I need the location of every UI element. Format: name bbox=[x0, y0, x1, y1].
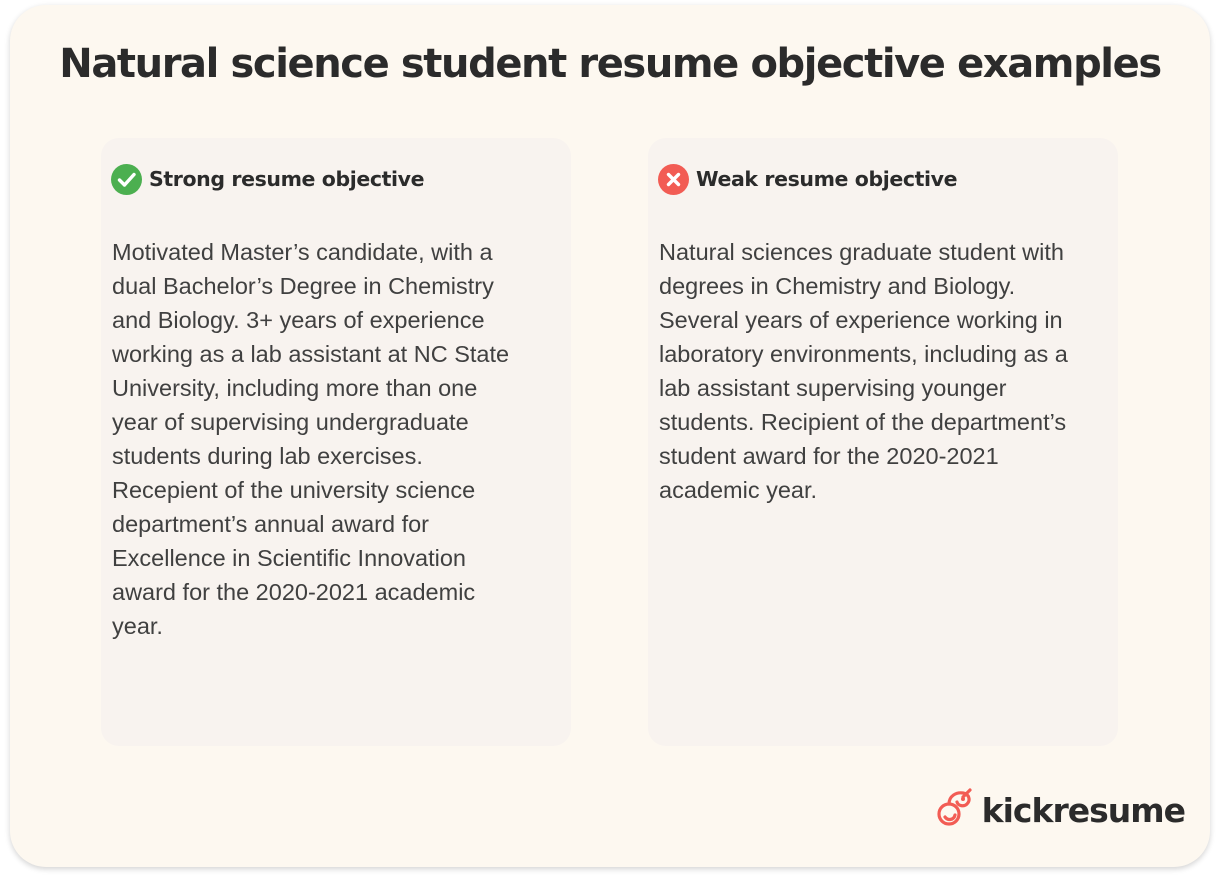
text-line: University, including more than one bbox=[112, 375, 478, 401]
strong-objective-header bbox=[111, 163, 424, 195]
text-line: students during lab exercises. bbox=[112, 443, 423, 469]
weak-objective-card bbox=[648, 138, 1118, 746]
text-line: working as a lab assistant at NC State bbox=[112, 341, 510, 367]
text-line: lab assistant supervising younger bbox=[659, 375, 1007, 401]
weak-objective-heading: Weak resume objective bbox=[696, 167, 958, 191]
text-line: degrees in Chemistry and Biology. bbox=[659, 273, 1016, 299]
text-line: dual Bachelor’s Degree in Chemistry bbox=[112, 273, 494, 299]
weak-objective-header bbox=[658, 163, 957, 195]
strong-objective-heading: Strong resume objective bbox=[149, 167, 425, 191]
text-line: Motivated Master’s candidate, with a bbox=[112, 239, 493, 265]
weak-objective-text bbox=[659, 235, 1089, 507]
text-line: Recepient of the university science bbox=[112, 477, 476, 503]
text-line: Excellence in Scientific Innovation bbox=[112, 545, 467, 571]
text-line: students. Recipient of the department’s bbox=[659, 409, 1067, 435]
page-title: Natural science student resume objective examples bbox=[59, 41, 1161, 87]
text-line: year of supervising undergraduate bbox=[112, 409, 469, 435]
text-line: and Biology. 3+ years of experience bbox=[112, 307, 485, 333]
text-line: academic year. bbox=[659, 477, 818, 503]
text-line: student award for the 2020-2021 bbox=[659, 443, 999, 469]
strong-objective-card bbox=[101, 138, 571, 746]
kickresume-brand bbox=[936, 788, 1185, 833]
text-line: award for the 2020-2021 academic bbox=[112, 579, 476, 605]
x-circle-icon bbox=[658, 164, 689, 195]
text-line: year. bbox=[112, 613, 163, 639]
text-line: Natural sciences graduate student with bbox=[659, 239, 1064, 265]
text-line: Several years of experience working in bbox=[659, 307, 1063, 333]
kickresume-logo-icon bbox=[936, 788, 974, 833]
check-circle-icon bbox=[111, 164, 142, 195]
infographic-card bbox=[10, 5, 1210, 867]
brand-name: kickresume bbox=[981, 791, 1185, 830]
strong-objective-text bbox=[112, 235, 542, 643]
text-line: department’s annual award for bbox=[112, 511, 430, 537]
text-line: laboratory environments, including as a bbox=[659, 341, 1068, 367]
